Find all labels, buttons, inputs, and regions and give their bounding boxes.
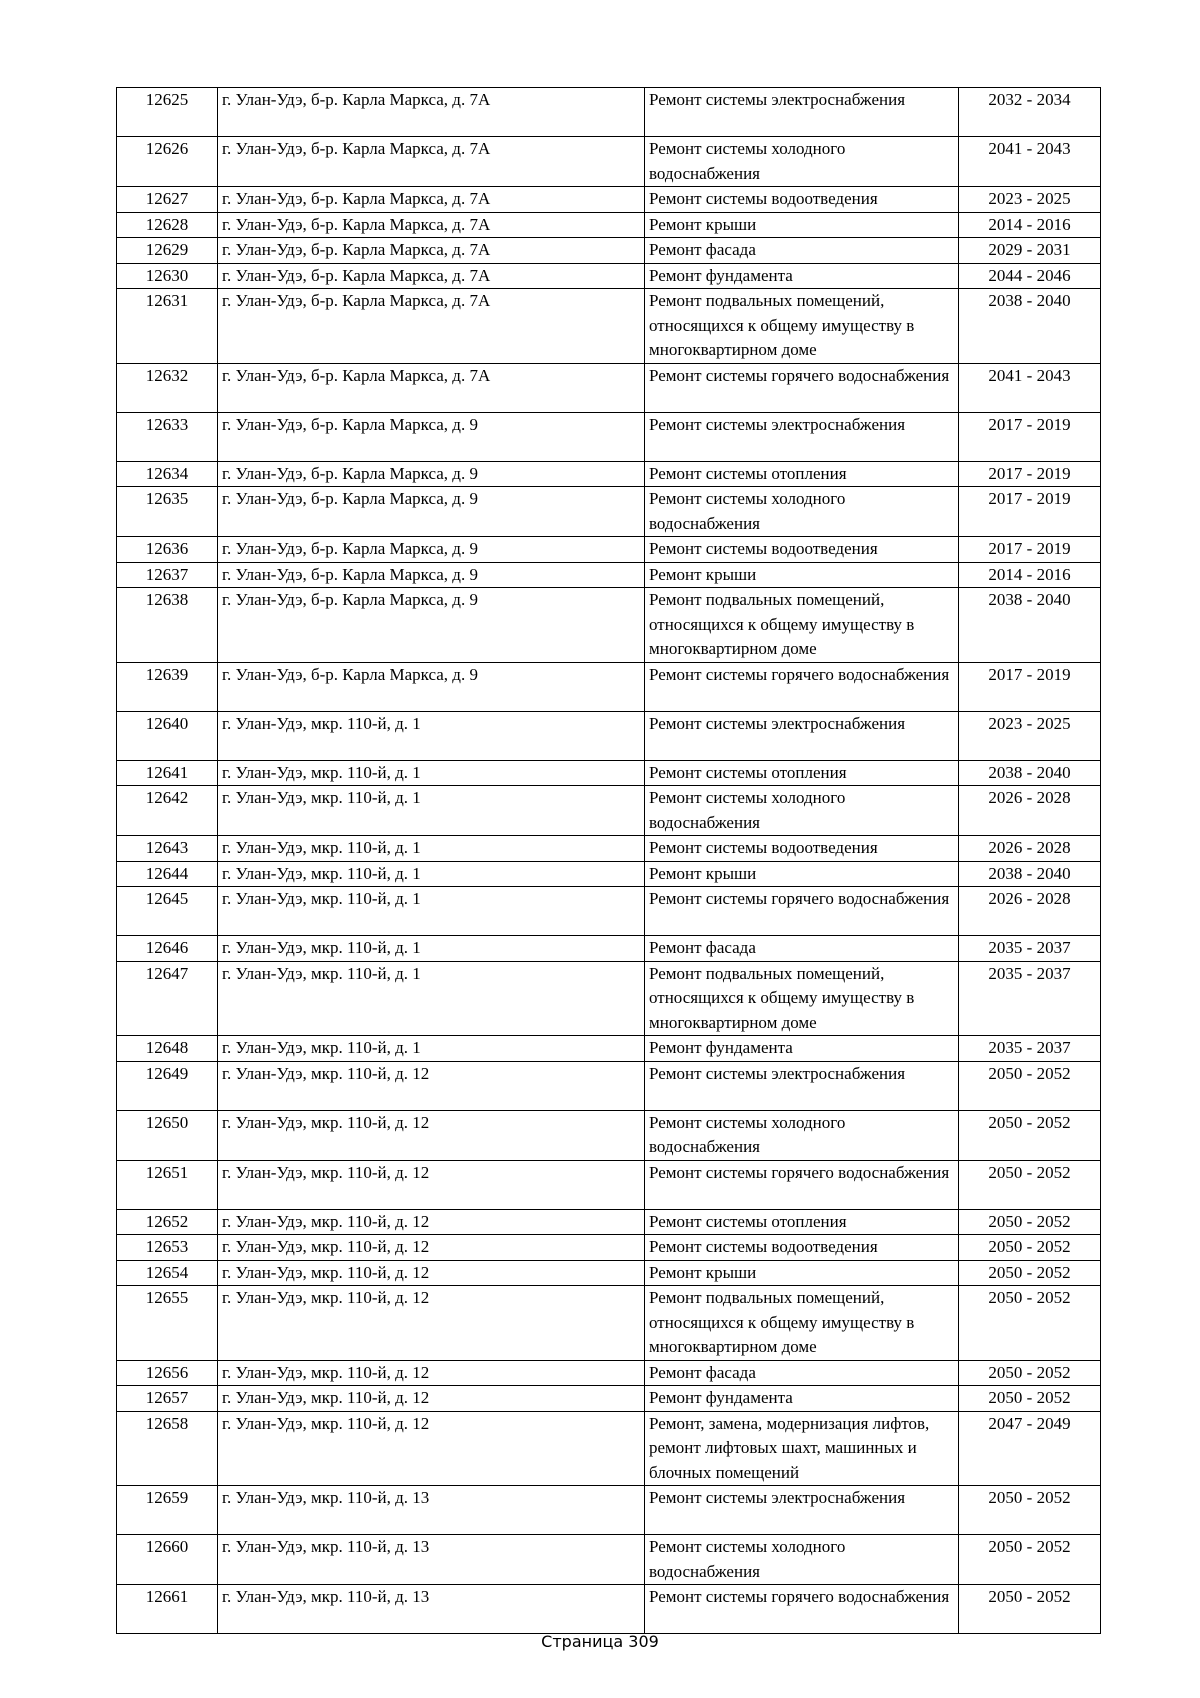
table-row — [117, 1061, 1101, 1110]
table-row — [117, 936, 1101, 962]
address-cell: г. Улан-Удэ, б-р. Карла Маркса, д. 9 — [218, 588, 645, 663]
row-number: 12630 — [117, 263, 218, 289]
address-cell: г. Улан-Удэ, мкр. 110-й, д. 1 — [218, 961, 645, 1036]
work-type-cell: Ремонт системы электроснабжения — [645, 1486, 959, 1535]
address-cell: г. Улан-Удэ, мкр. 110-й, д. 12 — [218, 1110, 645, 1160]
period-cell: 2035 - 2037 — [959, 961, 1101, 1036]
work-type-cell: Ремонт системы электроснабжения — [645, 412, 959, 461]
work-type-cell: Ремонт фасада — [645, 1360, 959, 1386]
table-row — [117, 137, 1101, 187]
address-cell: г. Улан-Удэ, б-р. Карла Маркса, д. 9 — [218, 562, 645, 588]
table-row — [117, 662, 1101, 711]
period-cell: 2050 - 2052 — [959, 1360, 1101, 1386]
table-row — [117, 263, 1101, 289]
address-cell: г. Улан-Удэ, мкр. 110-й, д. 12 — [218, 1061, 645, 1110]
row-number: 12661 — [117, 1585, 218, 1634]
address-cell: г. Улан-Удэ, мкр. 110-й, д. 1 — [218, 786, 645, 836]
period-cell: 2050 - 2052 — [959, 1110, 1101, 1160]
row-number: 12646 — [117, 936, 218, 962]
period-cell: 2050 - 2052 — [959, 1286, 1101, 1361]
period-cell: 2014 - 2016 — [959, 562, 1101, 588]
work-type-cell: Ремонт системы холодного водоснабжения — [645, 487, 959, 537]
table-row — [117, 1260, 1101, 1286]
work-type-cell: Ремонт системы горячего водоснабжения — [645, 887, 959, 936]
period-cell: 2023 - 2025 — [959, 187, 1101, 213]
period-cell: 2026 - 2028 — [959, 786, 1101, 836]
row-number: 12627 — [117, 187, 218, 213]
address-cell: г. Улан-Удэ, мкр. 110-й, д. 12 — [218, 1209, 645, 1235]
period-cell: 2050 - 2052 — [959, 1260, 1101, 1286]
period-cell: 2050 - 2052 — [959, 1235, 1101, 1261]
row-number: 12640 — [117, 711, 218, 760]
row-number: 12632 — [117, 363, 218, 412]
row-number: 12639 — [117, 662, 218, 711]
period-cell: 2014 - 2016 — [959, 212, 1101, 238]
work-type-cell: Ремонт фасада — [645, 238, 959, 264]
period-cell: 2038 - 2040 — [959, 588, 1101, 663]
period-cell: 2035 - 2037 — [959, 1036, 1101, 1062]
table-row — [117, 238, 1101, 264]
work-type-cell: Ремонт системы водоотведения — [645, 187, 959, 213]
period-cell: 2017 - 2019 — [959, 537, 1101, 563]
period-cell: 2050 - 2052 — [959, 1209, 1101, 1235]
address-cell: г. Улан-Удэ, б-р. Карла Маркса, д. 9 — [218, 537, 645, 563]
table-row — [117, 861, 1101, 887]
period-cell: 2050 - 2052 — [959, 1160, 1101, 1209]
address-cell: г. Улан-Удэ, б-р. Карла Маркса, д. 7А — [218, 88, 645, 137]
work-type-cell: Ремонт, замена, модернизация лифтов, ремонт лифтовых шахт, машинных и блочных помещений — [645, 1411, 959, 1486]
table-row — [117, 1411, 1101, 1486]
table-row — [117, 487, 1101, 537]
address-cell: г. Улан-Удэ, б-р. Карла Маркса, д. 7А — [218, 289, 645, 364]
table-body — [117, 88, 1101, 1634]
period-cell: 2026 - 2028 — [959, 887, 1101, 936]
row-number: 12647 — [117, 961, 218, 1036]
row-number: 12654 — [117, 1260, 218, 1286]
row-number: 12660 — [117, 1535, 218, 1585]
period-cell: 2017 - 2019 — [959, 461, 1101, 487]
row-number: 12633 — [117, 412, 218, 461]
table-row — [117, 1585, 1101, 1634]
address-cell: г. Улан-Удэ, мкр. 110-й, д. 12 — [218, 1411, 645, 1486]
table-row — [117, 1110, 1101, 1160]
period-cell: 2041 - 2043 — [959, 363, 1101, 412]
work-type-cell: Ремонт системы горячего водоснабжения — [645, 1585, 959, 1634]
period-cell: 2032 - 2034 — [959, 88, 1101, 137]
period-cell: 2038 - 2040 — [959, 760, 1101, 786]
address-cell: г. Улан-Удэ, б-р. Карла Маркса, д. 7А — [218, 363, 645, 412]
work-type-cell: Ремонт крыши — [645, 861, 959, 887]
row-number: 12659 — [117, 1486, 218, 1535]
table-row — [117, 588, 1101, 663]
work-type-cell: Ремонт фасада — [645, 936, 959, 962]
work-type-cell: Ремонт системы электроснабжения — [645, 711, 959, 760]
period-cell: 2050 - 2052 — [959, 1061, 1101, 1110]
address-cell: г. Улан-Удэ, б-р. Карла Маркса, д. 7А — [218, 263, 645, 289]
row-number: 12644 — [117, 861, 218, 887]
address-cell: г. Улан-Удэ, мкр. 110-й, д. 12 — [218, 1386, 645, 1412]
address-cell: г. Улан-Удэ, мкр. 110-й, д. 12 — [218, 1235, 645, 1261]
period-cell: 2035 - 2037 — [959, 936, 1101, 962]
work-type-cell: Ремонт крыши — [645, 562, 959, 588]
row-number: 12634 — [117, 461, 218, 487]
period-cell: 2017 - 2019 — [959, 487, 1101, 537]
work-type-cell: Ремонт системы холодного водоснабжения — [645, 786, 959, 836]
address-cell: г. Улан-Удэ, мкр. 110-й, д. 12 — [218, 1160, 645, 1209]
table-row — [117, 363, 1101, 412]
row-number: 12628 — [117, 212, 218, 238]
row-number: 12658 — [117, 1411, 218, 1486]
table-row — [117, 1486, 1101, 1535]
address-cell: г. Улан-Удэ, мкр. 110-й, д. 1 — [218, 1036, 645, 1062]
table-row — [117, 1386, 1101, 1412]
period-cell: 2023 - 2025 — [959, 711, 1101, 760]
work-type-cell: Ремонт системы отопления — [645, 1209, 959, 1235]
work-type-cell: Ремонт системы горячего водоснабжения — [645, 1160, 959, 1209]
table-row — [117, 461, 1101, 487]
address-cell: г. Улан-Удэ, б-р. Карла Маркса, д. 7А — [218, 238, 645, 264]
period-cell: 2038 - 2040 — [959, 289, 1101, 364]
work-type-cell: Ремонт системы водоотведения — [645, 537, 959, 563]
work-type-cell: Ремонт подвальных помещений, относящихся к общему имуществу в многоквартирном доме — [645, 289, 959, 364]
period-cell: 2017 - 2019 — [959, 662, 1101, 711]
address-cell: г. Улан-Удэ, мкр. 110-й, д. 1 — [218, 936, 645, 962]
address-cell: г. Улан-Удэ, мкр. 110-й, д. 13 — [218, 1486, 645, 1535]
row-number: 12649 — [117, 1061, 218, 1110]
row-number: 12636 — [117, 537, 218, 563]
row-number: 12629 — [117, 238, 218, 264]
address-cell: г. Улан-Удэ, мкр. 110-й, д. 13 — [218, 1585, 645, 1634]
row-number: 12641 — [117, 760, 218, 786]
table-row — [117, 786, 1101, 836]
address-cell: г. Улан-Удэ, мкр. 110-й, д. 1 — [218, 760, 645, 786]
period-cell: 2017 - 2019 — [959, 412, 1101, 461]
row-number: 12645 — [117, 887, 218, 936]
period-cell: 2047 - 2049 — [959, 1411, 1101, 1486]
row-number: 12642 — [117, 786, 218, 836]
address-cell: г. Улан-Удэ, б-р. Карла Маркса, д. 7А — [218, 187, 645, 213]
row-number: 12631 — [117, 289, 218, 364]
work-type-cell: Ремонт системы холодного водоснабжения — [645, 1535, 959, 1585]
period-cell: 2050 - 2052 — [959, 1486, 1101, 1535]
table-row — [117, 1036, 1101, 1062]
address-cell: г. Улан-Удэ, б-р. Карла Маркса, д. 9 — [218, 487, 645, 537]
address-cell: г. Улан-Удэ, мкр. 110-й, д. 1 — [218, 861, 645, 887]
row-number: 12643 — [117, 836, 218, 862]
work-type-cell: Ремонт системы отопления — [645, 760, 959, 786]
table-row — [117, 711, 1101, 760]
table-row — [117, 187, 1101, 213]
work-type-cell: Ремонт системы горячего водоснабжения — [645, 662, 959, 711]
address-cell: г. Улан-Удэ, мкр. 110-й, д. 1 — [218, 887, 645, 936]
address-cell: г. Улан-Удэ, б-р. Карла Маркса, д. 7А — [218, 212, 645, 238]
row-number: 12652 — [117, 1209, 218, 1235]
work-type-cell: Ремонт крыши — [645, 212, 959, 238]
row-number: 12625 — [117, 88, 218, 137]
table-row — [117, 1360, 1101, 1386]
row-number: 12657 — [117, 1386, 218, 1412]
address-cell: г. Улан-Удэ, мкр. 110-й, д. 12 — [218, 1260, 645, 1286]
work-type-cell: Ремонт системы холодного водоснабжения — [645, 137, 959, 187]
work-type-cell: Ремонт системы горячего водоснабжения — [645, 363, 959, 412]
table-row — [117, 1286, 1101, 1361]
row-number: 12655 — [117, 1286, 218, 1361]
row-number: 12637 — [117, 562, 218, 588]
work-type-cell: Ремонт подвальных помещений, относящихся к общему имуществу в многоквартирном доме — [645, 1286, 959, 1361]
work-type-cell: Ремонт системы водоотведения — [645, 836, 959, 862]
table-row — [117, 289, 1101, 364]
work-type-cell: Ремонт крыши — [645, 1260, 959, 1286]
period-cell: 2050 - 2052 — [959, 1386, 1101, 1412]
row-number: 12651 — [117, 1160, 218, 1209]
table-row — [117, 537, 1101, 563]
table-row — [117, 836, 1101, 862]
table-row — [117, 1160, 1101, 1209]
work-type-cell: Ремонт системы электроснабжения — [645, 88, 959, 137]
period-cell: 2026 - 2028 — [959, 836, 1101, 862]
table-row — [117, 887, 1101, 936]
table-row — [117, 1209, 1101, 1235]
table-row — [117, 760, 1101, 786]
row-number: 12648 — [117, 1036, 218, 1062]
address-cell: г. Улан-Удэ, б-р. Карла Маркса, д. 7А — [218, 137, 645, 187]
work-type-cell: Ремонт подвальных помещений, относящихся к общему имуществу в многоквартирном доме — [645, 961, 959, 1036]
table-row — [117, 1235, 1101, 1261]
work-type-cell: Ремонт системы отопления — [645, 461, 959, 487]
address-cell: г. Улан-Удэ, б-р. Карла Маркса, д. 9 — [218, 461, 645, 487]
work-type-cell: Ремонт системы электроснабжения — [645, 1061, 959, 1110]
table-row — [117, 88, 1101, 137]
period-cell: 2029 - 2031 — [959, 238, 1101, 264]
row-number: 12638 — [117, 588, 218, 663]
row-number: 12650 — [117, 1110, 218, 1160]
page-number: Страница 309 — [541, 1632, 659, 1651]
address-cell: г. Улан-Удэ, мкр. 110-й, д. 1 — [218, 836, 645, 862]
period-cell: 2038 - 2040 — [959, 861, 1101, 887]
period-cell: 2050 - 2052 — [959, 1585, 1101, 1634]
work-type-cell: Ремонт фундамента — [645, 263, 959, 289]
row-number: 12653 — [117, 1235, 218, 1261]
row-number: 12635 — [117, 487, 218, 537]
period-cell: 2050 - 2052 — [959, 1535, 1101, 1585]
work-type-cell: Ремонт подвальных помещений, относящихся к общему имуществу в многоквартирном доме — [645, 588, 959, 663]
table-row — [117, 562, 1101, 588]
table-row — [117, 212, 1101, 238]
address-cell: г. Улан-Удэ, б-р. Карла Маркса, д. 9 — [218, 662, 645, 711]
work-type-cell: Ремонт системы холодного водоснабжения — [645, 1110, 959, 1160]
work-type-cell: Ремонт фундамента — [645, 1036, 959, 1062]
work-type-cell: Ремонт фундамента — [645, 1386, 959, 1412]
address-cell: г. Улан-Удэ, мкр. 110-й, д. 1 — [218, 711, 645, 760]
table-row — [117, 412, 1101, 461]
repair-schedule-table — [116, 87, 1101, 1634]
address-cell: г. Улан-Удэ, мкр. 110-й, д. 12 — [218, 1360, 645, 1386]
row-number: 12626 — [117, 137, 218, 187]
row-number: 12656 — [117, 1360, 218, 1386]
table-row — [117, 1535, 1101, 1585]
address-cell: г. Улан-Удэ, мкр. 110-й, д. 12 — [218, 1286, 645, 1361]
period-cell: 2041 - 2043 — [959, 137, 1101, 187]
address-cell: г. Улан-Удэ, мкр. 110-й, д. 13 — [218, 1535, 645, 1585]
period-cell: 2044 - 2046 — [959, 263, 1101, 289]
address-cell: г. Улан-Удэ, б-р. Карла Маркса, д. 9 — [218, 412, 645, 461]
work-type-cell: Ремонт системы водоотведения — [645, 1235, 959, 1261]
table-row — [117, 961, 1101, 1036]
